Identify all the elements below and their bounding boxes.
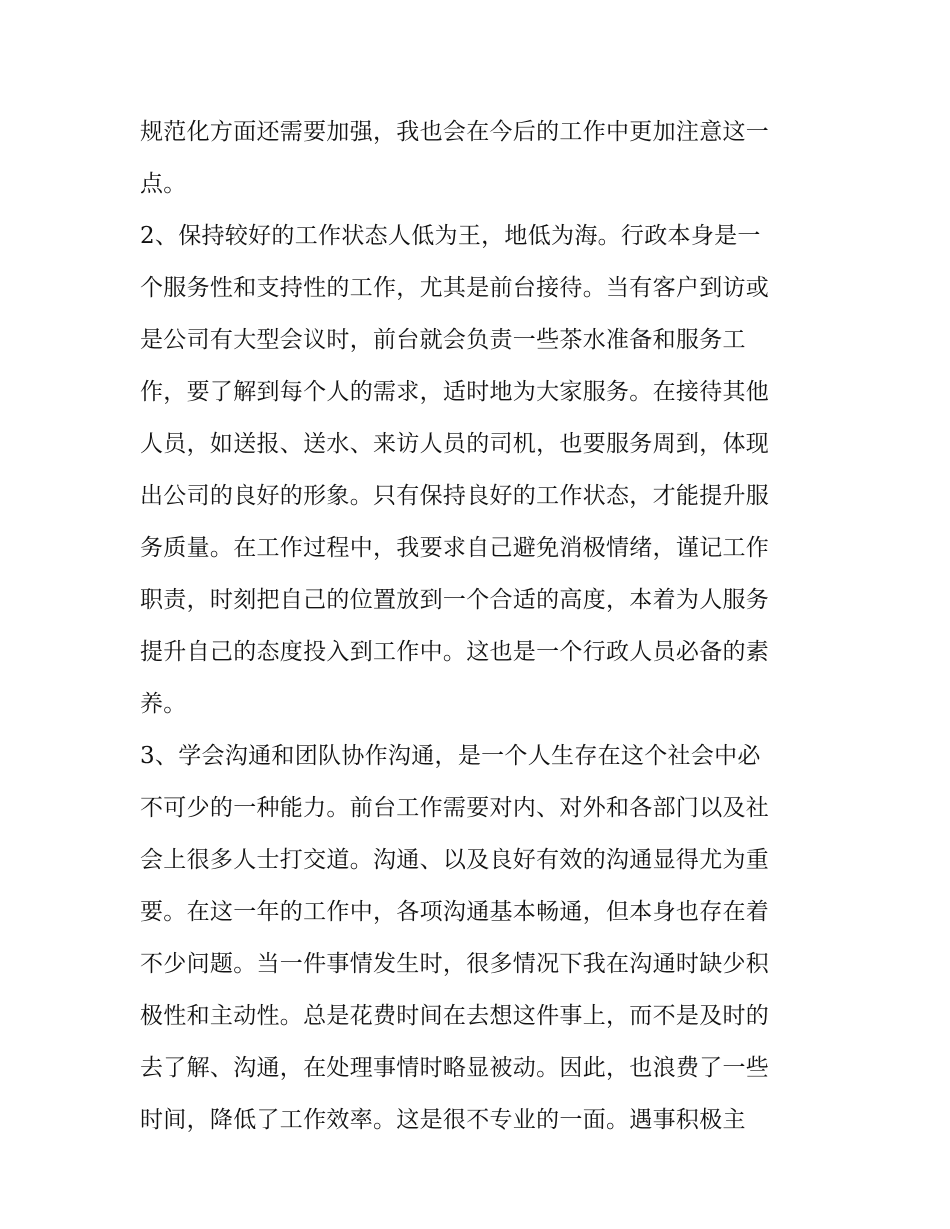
text-line: 规范化方面还需要加强，我也会在今后的工作中更加注意这一 bbox=[140, 119, 770, 145]
document-body bbox=[140, 106, 820, 1146]
text-line: 人员，如送报、送水、来访人员的司机，也要服务周到，体现 bbox=[140, 431, 770, 457]
text-line: 会上很多人士打交道。沟通、以及良好有效的沟通显得尤为重 bbox=[140, 847, 770, 873]
text-line: 务质量。在工作过程中，我要求自己避免消极情绪，谨记工作 bbox=[140, 535, 770, 561]
text-line: 要。在这一年的工作中，各项沟通基本畅通，但本身也存在着 bbox=[140, 899, 770, 925]
text-line: 去了解、沟通，在处理事情时略显被动。因此，也浪费了一些 bbox=[140, 1055, 770, 1081]
text-line: 个服务性和支持性的工作，尤其是前台接待。当有客户到访或 bbox=[140, 275, 770, 301]
text-line: 点。 bbox=[140, 171, 187, 197]
text-line: 出公司的良好的形象。只有保持良好的工作状态，才能提升服 bbox=[140, 483, 770, 509]
text-line: 不可少的一种能力。前台工作需要对内、对外和各部门以及社 bbox=[140, 795, 770, 821]
text-line: 时间，降低了工作效率。这是很不专业的一面。遇事积极主 bbox=[140, 1107, 746, 1133]
text-line: 是公司有大型会议时，前台就会负责一些茶水准备和服务工 bbox=[140, 327, 746, 353]
text-line: 2、保持较好的工作状态人低为王，地低为海。行政本身是一 bbox=[140, 223, 761, 249]
text-line: 作，要了解到每个人的需求，适时地为大家服务。在接待其他 bbox=[140, 379, 770, 405]
text-line: 3、学会沟通和团队协作沟通，是一个人生存在这个社会中必 bbox=[140, 743, 761, 769]
text-line: 职责，时刻把自己的位置放到一个合适的高度，本着为人服务 bbox=[140, 587, 770, 613]
text-line: 养。 bbox=[140, 691, 187, 717]
text-line: 极性和主动性。总是花费时间在去想这件事上，而不是及时的 bbox=[140, 1003, 770, 1029]
text-line: 提升自己的态度投入到工作中。这也是一个行政人员必备的素 bbox=[140, 639, 770, 665]
text-line: 不少问题。当一件事情发生时，很多情况下我在沟通时缺少积 bbox=[140, 951, 770, 977]
